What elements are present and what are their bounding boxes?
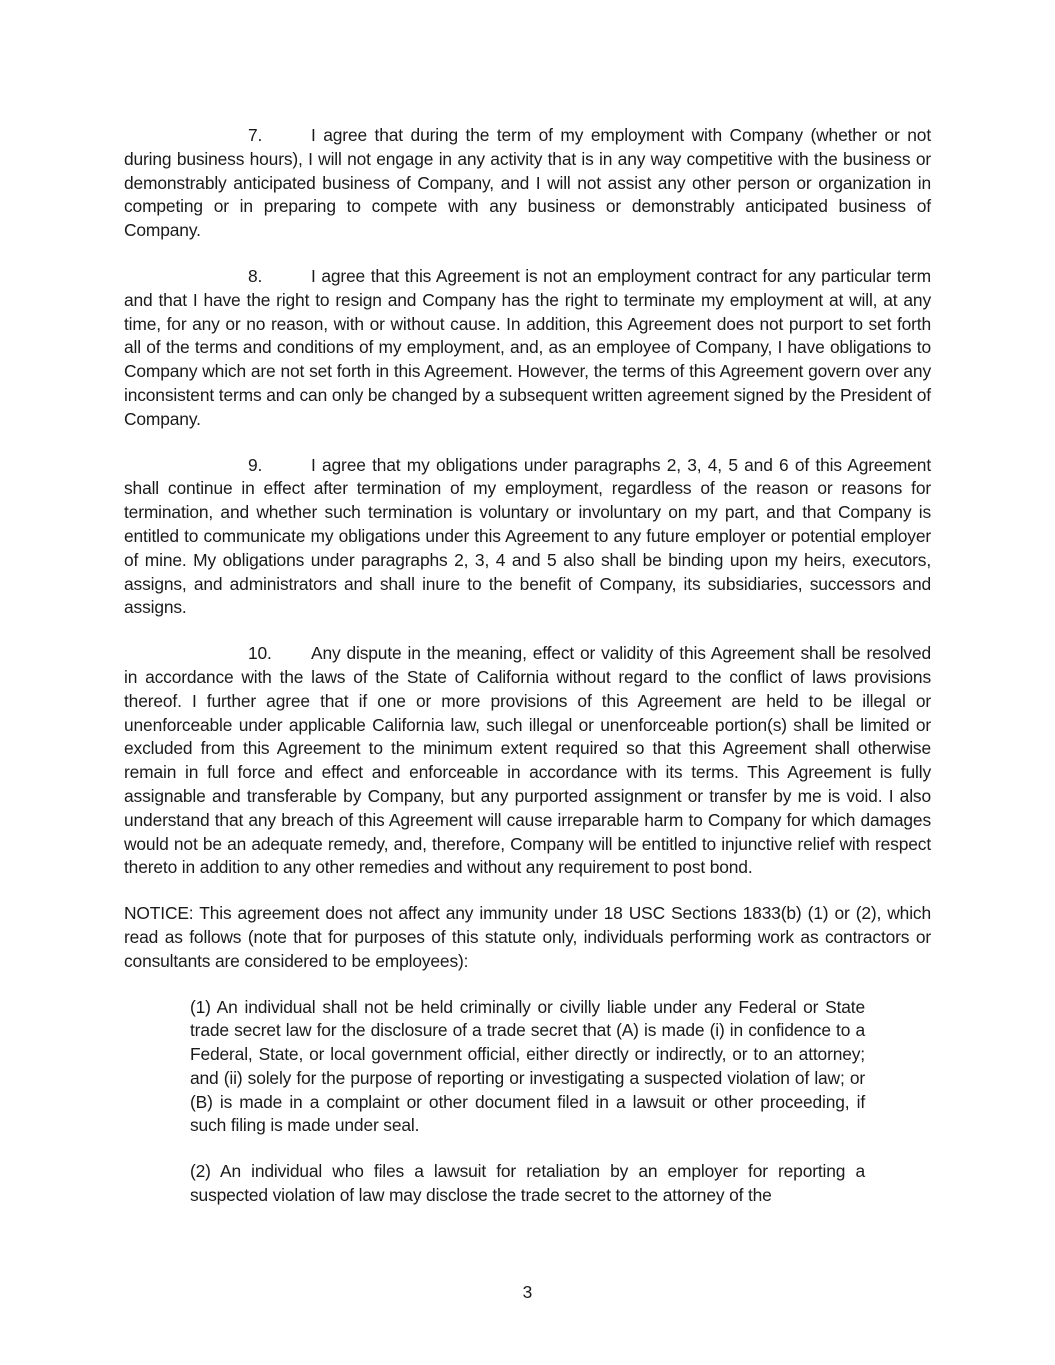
page-number: 3 — [522, 1282, 533, 1302]
paragraph-number: 8. — [248, 265, 263, 286]
paragraph-text: I agree that this Agreement is not an employment contract for any particular term and that I have the right to resign and Company has the right to terminate my employment at will, at any time, for any or no reason, with or without cause. In addition, this Agreement does not purport to set forth all of the terms and conditions of my employment, and, as an employee of Company, I have obligations to Company which are not set forth in this Agreement. However, the terms of this Agreement govern over any inconsistent terms and can only be changed by a subsequent written agreement signed by the President of Company. — [124, 265, 931, 429]
statute-quote-2: (2) An individual who files a lawsuit for retaliation by an employer for reporting a suspected violation of law may disclose the trade secret to the attorney of the — [190, 1161, 865, 1206]
paragraph-number: 7. — [248, 125, 263, 145]
paragraph-text: Any dispute in the meaning, effect or validity of this Agreement shall be resolved in accordance with the laws of the State of California without regard to the conflict of laws provisions thereof. I further agree that if one or more provisions of this Agreement are held to be illegal or unenforceable under applicable California law, such illegal or unenforceable portion(s) shall be limited or excluded from this Agreement to the minimum extent required so that this Agreement shall otherwise remain in full force and effect and enforceable in accordance with its terms. This Agreement is fully assignable and transferable by Company, but any purported assignment or transfer by me is void. I also understand that any breach of this Agreement will cause irreparable harm to Company for which damages would not be an adequate remedy, and, therefore, Company will be entitled to injunctive relief with respect thereto in addition to any other remedies and without any requirement to post bond. — [124, 643, 931, 878]
paragraph-9 — [124, 454, 931, 621]
paragraph-7 — [124, 124, 931, 243]
paragraph-number: 9. — [248, 454, 263, 475]
statute-quote-1: (1) An individual shall not be held criminally or civilly liable under any Federal or State trade secret law for the disclosure of a trade secret that (A) is made (i) in confidence to a Federal, State, or local government official, either directly or indirectly, or to an attorney; and (ii) solely for the purpose of reporting or investigating a suspected violation of law; or (B) is made in a complaint or other document filed in a lawsuit or other proceeding, if such filing is made under seal. — [190, 996, 865, 1136]
notice-paragraph: NOTICE: This agreement does not affect any immunity under 18 USC Sections 1833(b) (1) or (2), which read as follows (note that for purposes of this statute only, individuals performing work as contractors or consultants are considered to be employees): — [124, 903, 931, 971]
paragraph-text: I agree that during the term of my employment with Company (whether or not during business hours), I will not engage in any activity that is in any way competitive with the business or demonstrably anticipated business of Company, and I will not assist any other person or organization in competing or in preparing to compete with any business or demonstrably anticipated business of Company. — [124, 125, 931, 241]
paragraph-number: 10. — [248, 643, 272, 664]
paragraph-text: I agree that my obligations under paragraphs 2, 3, 4, 5 and 6 of this Agreement shall continue in effect after termination of my employment, regardless of the reason or reasons for termination, and whether such termination is voluntary or involuntary on my part, and that Company is entitled to communicate my obligations under this Agreement to any future employer or potential employer of mine. My obligations under paragraphs 2, 3, 4 and 5 also shall be binding upon my heirs, executors, assigns, and administrators and shall inure to the benefit of Company, its subsidiaries, successors and assigns. — [124, 454, 931, 618]
paragraph-10 — [124, 642, 931, 880]
paragraph-8 — [124, 265, 931, 432]
document-body — [124, 124, 931, 1230]
